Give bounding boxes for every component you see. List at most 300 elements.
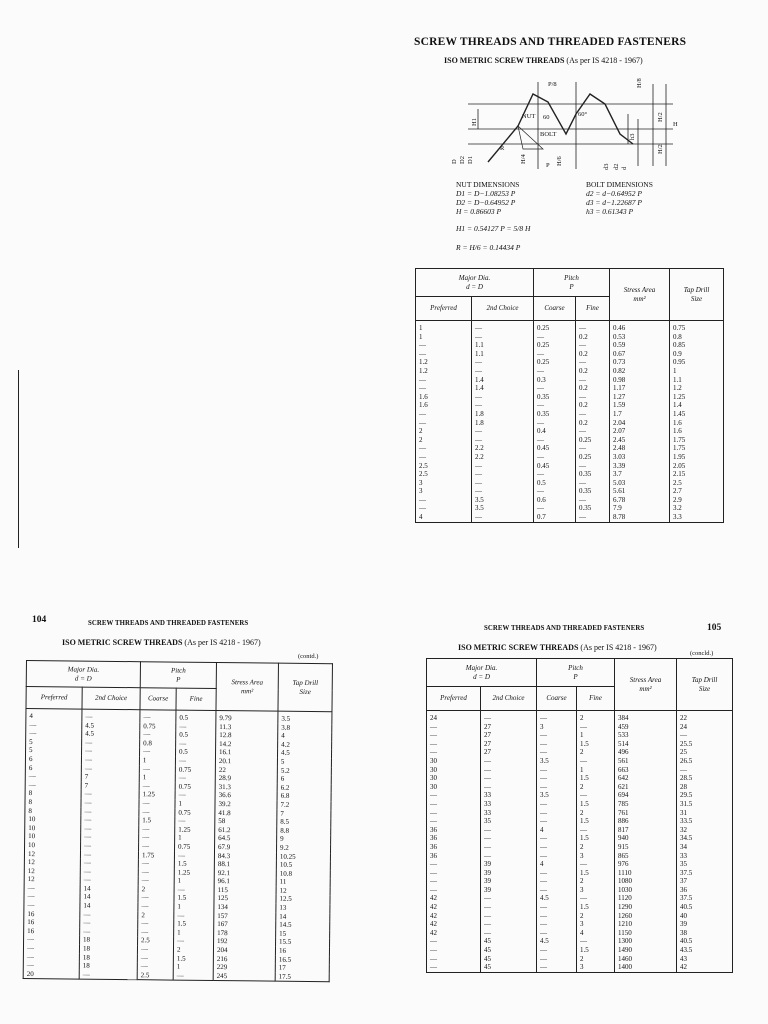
table-row [416, 401, 724, 410]
page-number: 105 [707, 623, 722, 633]
fine-pitch-cell: 1.5 [173, 954, 213, 963]
stress-area-header [615, 659, 677, 711]
tap-drill-cell: 40 [677, 912, 733, 921]
preferred-cell: 10 [25, 824, 81, 833]
table-row [427, 886, 733, 895]
second-choice-cell: 45 [481, 937, 537, 946]
section-subtitle [62, 638, 261, 647]
tap-drill-cell: 22 [677, 711, 733, 723]
stress-area-cell: 3.7 [610, 470, 670, 479]
coarse-pitch-cell: 3.5 [537, 791, 577, 800]
table-row [427, 929, 733, 938]
fine-pitch-cell: 3 [577, 886, 615, 895]
stress-area-cell: 12.8 [216, 731, 278, 740]
preferred-cell: — [416, 444, 472, 453]
preferred-cell: 1.6 [416, 393, 472, 402]
coarse-pitch-cell: — [537, 748, 577, 757]
stress-area-cell: 0.82 [610, 367, 670, 376]
second-choice-cell: 39 [481, 886, 537, 895]
fine-header: Fine [576, 297, 610, 321]
preferred-cell: — [25, 781, 81, 790]
table-row [427, 783, 733, 792]
coarse-pitch-cell: — [140, 730, 176, 739]
stress-area-cell: 3.03 [610, 453, 670, 462]
second-choice-cell: — [481, 783, 537, 792]
fine-pitch-cell: 3 [577, 920, 615, 929]
coarse-pitch-cell: — [534, 487, 576, 496]
tap-drill-cell: 5.2 [277, 766, 331, 775]
tap-drill-cell: 43 [677, 955, 733, 964]
second-choice-cell: — [472, 393, 534, 402]
tap-drill-cell: 1.6 [670, 419, 724, 428]
second-choice-cell: 14 [80, 893, 138, 902]
tap-drill-cell: 1.25 [670, 393, 724, 402]
second-choice-cell: — [481, 903, 537, 912]
fine-pitch-cell: — [174, 851, 214, 860]
preferred-cell: 8 [25, 798, 81, 807]
second-choice-cell: — [472, 470, 534, 479]
label-bolt: BOLT [540, 131, 557, 138]
tap-drill-cell: 3.8 [278, 723, 332, 732]
coarse-pitch-cell: 0.25 [534, 341, 576, 350]
second-choice-cell: — [80, 919, 138, 928]
preferred-cell: — [416, 376, 472, 385]
stress-area-cell: 96.1 [214, 877, 276, 886]
coarse-pitch-cell: — [534, 401, 576, 410]
preferred-header: Preferred [26, 687, 82, 710]
second-choice-cell: 45 [481, 955, 537, 964]
stress-area-cell: 0.98 [610, 376, 670, 385]
preferred-cell: — [26, 721, 82, 730]
preferred-cell: — [427, 963, 481, 972]
coarse-pitch-cell: 2.5 [138, 937, 174, 946]
tap-drill-cell: 12.5 [276, 895, 330, 904]
tap-drill-cell: 32 [677, 826, 733, 835]
table-body [416, 321, 724, 523]
fine-pitch-cell: 0.35 [576, 504, 610, 513]
second-choice-cell: 39 [481, 877, 537, 886]
fine-pitch-cell: — [576, 341, 610, 350]
tap-drill-cell: — [677, 766, 733, 775]
tap-drill-cell: 37.5 [677, 869, 733, 878]
tap-drill-cell: 16.5 [275, 955, 329, 964]
fine-pitch-cell: — [174, 937, 214, 946]
second-choice-cell: — [82, 747, 140, 756]
table-row [427, 834, 733, 843]
tap-drill-cell: 24 [677, 723, 733, 732]
tap-drill-cell: 42 [677, 963, 733, 972]
coarse-pitch-cell: 4.5 [537, 937, 577, 946]
coarse-pitch-cell: — [537, 920, 577, 929]
coarse-pitch-cell: 1.5 [139, 816, 175, 825]
fine-pitch-cell: 2 [173, 946, 213, 955]
second-choice-cell: 27 [481, 740, 537, 749]
fine-pitch-cell: — [576, 358, 610, 367]
stress-area-cell: 245 [213, 972, 275, 982]
coarse-pitch-cell: — [537, 912, 577, 921]
stress-area-cell: 621 [615, 783, 677, 792]
coarse-pitch-cell: — [139, 808, 175, 817]
fine-pitch-cell: 2 [577, 711, 615, 723]
tap-drill-cell: 9 [277, 835, 331, 844]
preferred-cell: — [427, 877, 481, 886]
fine-pitch-cell: — [577, 723, 615, 732]
second-choice-cell: 14 [80, 902, 138, 911]
coarse-pitch-cell: — [537, 843, 577, 852]
preferred-cell: 1.2 [416, 358, 472, 367]
preferred-cell: 2 [416, 427, 472, 436]
tap-drill-cell: 1.75 [670, 436, 724, 445]
coarse-pitch-cell: 0.75 [140, 722, 176, 731]
tap-drill-cell: 2.05 [670, 462, 724, 471]
second-choice-cell: — [81, 807, 139, 816]
tap-drill-cell: 6 [277, 775, 331, 784]
coarse-pitch-cell: — [534, 504, 576, 513]
preferred-cell: 10 [25, 832, 81, 841]
coarse-pitch-cell: 2 [138, 911, 174, 920]
stress-area-cell: 125 [214, 894, 276, 903]
fine-pitch-cell: — [176, 739, 216, 748]
tap-drill-cell: 7.2 [277, 801, 331, 810]
page-title: SCREW THREADS AND THREADED FASTENERS [414, 36, 687, 48]
fine-pitch-cell: 2 [577, 809, 615, 818]
preferred-cell: — [24, 884, 80, 893]
stress-area-cell: 1.59 [610, 401, 670, 410]
tap-drill-cell: 1.6 [670, 427, 724, 436]
second-choice-cell: 27 [481, 731, 537, 740]
table-row [427, 731, 733, 740]
table-row [427, 894, 733, 903]
second-choice-cell: — [481, 894, 537, 903]
fine-pitch-cell: — [577, 860, 615, 869]
stress-area-cell: 88.1 [214, 860, 276, 869]
second-choice-cell: 45 [481, 963, 537, 972]
label-h4: H/4 [520, 154, 527, 164]
stress-area-cell: 7.9 [610, 504, 670, 513]
second-choice-cell: — [481, 834, 537, 843]
table-row [416, 393, 724, 402]
coarse-pitch-cell: — [534, 350, 576, 359]
tap-drill-cell: 0.8 [670, 333, 724, 342]
table-row [427, 826, 733, 835]
table-row [427, 903, 733, 912]
table-row [427, 809, 733, 818]
stress-area-cell: 1120 [615, 894, 677, 903]
coarse-pitch-cell: — [534, 419, 576, 428]
coarse-pitch-cell: 2.5 [137, 971, 173, 980]
tap-drill-cell: 14.5 [276, 921, 330, 930]
preferred-cell: 36 [427, 852, 481, 861]
coarse-pitch-cell: 0.6 [534, 496, 576, 505]
fine-pitch-cell: 0.75 [175, 765, 215, 774]
bolt-dimensions [586, 180, 653, 216]
coarse-pitch-cell: — [139, 834, 175, 843]
coarse-pitch-cell: — [138, 902, 174, 911]
tap-text: Tap Drill [683, 285, 710, 294]
coarse-pitch-cell: — [537, 929, 577, 938]
fine-pitch-cell: — [576, 496, 610, 505]
coarse-pitch-cell: — [138, 859, 174, 868]
preferred-cell: — [427, 740, 481, 749]
coarse-pitch-cell: 0.25 [534, 358, 576, 367]
coarse-pitch-cell: — [537, 852, 577, 861]
fine-pitch-cell: 0.25 [576, 453, 610, 462]
coarse-pitch-cell: — [138, 928, 174, 937]
preferred-cell: 42 [427, 929, 481, 938]
thread-table [415, 268, 724, 523]
preferred-cell: 8 [25, 807, 81, 816]
pitch-text: Pitch [170, 666, 186, 675]
stress-sub: mm² [241, 686, 254, 695]
coarse-pitch-cell: — [537, 740, 577, 749]
fine-pitch-cell: — [576, 376, 610, 385]
label-bd: d [621, 166, 628, 170]
second-choice-cell: 1.1 [472, 341, 534, 350]
tap-drill-cell: 31.5 [677, 800, 733, 809]
coarse-pitch-cell: — [140, 710, 176, 722]
stress-area-cell: 886 [615, 817, 677, 826]
stress-area-cell: 178 [214, 929, 276, 938]
fine-pitch-cell: 0.5 [176, 710, 216, 723]
tap-drill-cell: 38 [677, 929, 733, 938]
second-choice-cell: — [81, 790, 139, 799]
second-choice-cell: — [472, 333, 534, 342]
fine-pitch-cell: 1 [577, 766, 615, 775]
table-row [427, 748, 733, 757]
second-choice-cell: — [481, 774, 537, 783]
coarse-pitch-cell: — [537, 774, 577, 783]
preferred-cell: 4 [416, 513, 472, 522]
second-choice-cell: 39 [481, 869, 537, 878]
table-row [416, 376, 724, 385]
stress-area-cell: 229 [213, 963, 275, 972]
tap-drill-cell: 1.75 [670, 444, 724, 453]
table-row [427, 955, 733, 964]
stress-area-cell: 157 [214, 912, 276, 921]
coarse-pitch-cell: 0.45 [534, 444, 576, 453]
bolt-line: d3 = d−1.22687 P [586, 198, 642, 207]
tap-drill-cell: — [677, 731, 733, 740]
table-row [416, 436, 724, 445]
preferred-cell: — [416, 504, 472, 513]
preferred-cell: — [427, 748, 481, 757]
tap-drill-cell: 35 [677, 860, 733, 869]
coarse-pitch-cell: — [139, 765, 175, 774]
second-choice-cell: — [80, 910, 138, 919]
table-row [416, 496, 724, 505]
subtitle-text: ISO METRIC SCREW THREADS [458, 643, 579, 652]
coarse-pitch-cell: — [537, 869, 577, 878]
second-choice-cell: — [80, 859, 138, 868]
fine-pitch-cell: — [174, 911, 214, 920]
table-row [416, 384, 724, 393]
label-60b: 60° [578, 111, 588, 118]
stress-area-cell: 785 [615, 800, 677, 809]
scan-artifact-line [18, 370, 19, 548]
table-row [416, 358, 724, 367]
stress-area-cell: 2.07 [610, 427, 670, 436]
second-choice-cell: — [80, 850, 138, 859]
preferred-cell: — [427, 809, 481, 818]
preferred-cell: 36 [427, 826, 481, 835]
second-choice-cell: — [80, 867, 138, 876]
fine-pitch-cell: 1 [577, 731, 615, 740]
preferred-cell: 30 [427, 783, 481, 792]
second-choice-cell: 4.5 [82, 721, 140, 730]
stress-area-header [216, 662, 278, 711]
second-choice-cell: — [481, 912, 537, 921]
tap-drill-cell: 8.8 [277, 826, 331, 835]
coarse-header: Coarse [534, 297, 576, 321]
second-choice-cell: — [481, 757, 537, 766]
coarse-pitch-cell: 1 [139, 773, 175, 782]
tap-drill-cell: 28.5 [677, 774, 733, 783]
fine-pitch-cell: — [577, 757, 615, 766]
second-choice-cell: — [472, 401, 534, 410]
preferred-cell: 42 [427, 894, 481, 903]
second-choice-cell: 27 [481, 723, 537, 732]
stress-area-cell: 20.1 [215, 757, 277, 766]
tap-drill-cell: 33.5 [677, 817, 733, 826]
tap-drill-cell: 29.5 [677, 791, 733, 800]
table-row [427, 740, 733, 749]
coarse-pitch-cell: 0.35 [534, 393, 576, 402]
second-choice-cell: 27 [481, 748, 537, 757]
second-choice-cell: — [481, 826, 537, 835]
fine-pitch-cell: 1.5 [174, 894, 214, 903]
second-choice-cell: — [472, 513, 534, 522]
coarse-pitch-cell: 3 [537, 723, 577, 732]
preferred-cell: — [427, 860, 481, 869]
table-row [427, 912, 733, 921]
table-row [427, 920, 733, 929]
label-h2: H/2 [657, 112, 664, 122]
table-row [427, 791, 733, 800]
table-row [416, 419, 724, 428]
major-dia-sub: d = D [473, 672, 490, 681]
stress-area-header [610, 269, 670, 321]
preferred-cell: — [416, 453, 472, 462]
coarse-pitch-cell: — [537, 800, 577, 809]
coarse-pitch-cell: — [537, 963, 577, 972]
stress-area-cell: 663 [615, 766, 677, 775]
tap-drill-cell: 1.4 [670, 401, 724, 410]
stress-area-cell: 61.2 [215, 826, 277, 835]
tap-drill-cell: 31 [677, 809, 733, 818]
preferred-cell: — [427, 791, 481, 800]
second-choice-cell: — [81, 764, 139, 773]
second-choice-cell: — [472, 462, 534, 471]
fine-pitch-cell: — [577, 791, 615, 800]
stress-area-cell: 84.3 [214, 851, 276, 860]
coarse-pitch-cell: — [537, 886, 577, 895]
label-h1: H1 [471, 118, 478, 126]
coarse-pitch-cell: — [138, 919, 174, 928]
tap-drill-cell: 3.3 [670, 513, 724, 522]
preferred-cell: — [416, 419, 472, 428]
table-row [416, 453, 724, 462]
fine-pitch-cell: 1.25 [174, 868, 214, 877]
coarse-pitch-cell: — [138, 894, 174, 903]
second-choice-cell: 2.2 [472, 444, 534, 453]
stress-area-cell: 1030 [615, 886, 677, 895]
fine-pitch-cell: — [577, 894, 615, 903]
stress-area-cell: 192 [214, 937, 276, 946]
tap-drill-cell: 10.5 [276, 861, 330, 870]
tap-drill-cell: 26.5 [677, 757, 733, 766]
preferred-cell: 1.6 [416, 401, 472, 410]
second-choice-cell: 39 [481, 860, 537, 869]
stress-area-cell: 1460 [615, 955, 677, 964]
tap-drill-cell: 2.7 [670, 487, 724, 496]
tap-drill-cell: 6.2 [277, 783, 331, 792]
fine-pitch-cell: — [576, 462, 610, 471]
second-choice-cell: — [82, 738, 140, 747]
preferred-cell: — [24, 935, 80, 944]
stress-area-cell: 533 [615, 731, 677, 740]
tap-drill-cell: 39 [677, 920, 733, 929]
preferred-cell: 6 [25, 755, 81, 764]
tap-sub: Size [690, 294, 703, 303]
preferred-cell: 3 [416, 487, 472, 496]
page-105 [384, 600, 768, 1024]
preferred-cell: 12 [24, 858, 80, 867]
second-choice-cell: — [472, 367, 534, 376]
stress-area-cell: 28.9 [215, 774, 277, 783]
stress-sub: mm² [639, 684, 652, 693]
preferred-cell: 10 [25, 841, 81, 850]
second-choice-cell: — [472, 479, 534, 488]
table-row [427, 723, 733, 732]
label-h: H [673, 121, 678, 128]
fine-pitch-cell: 1.5 [577, 740, 615, 749]
coarse-pitch-cell: — [139, 799, 175, 808]
fine-pitch-cell: 3 [577, 963, 615, 972]
preferred-cell: — [427, 937, 481, 946]
r-formula: R = H/6 = 0.14434 P [456, 243, 521, 252]
preferred-cell: — [427, 886, 481, 895]
coarse-pitch-cell: — [137, 962, 173, 971]
preferred-header: Preferred [427, 687, 481, 711]
stress-area-cell: 1150 [615, 929, 677, 938]
table-row [416, 513, 724, 522]
fine-pitch-cell: 0.5 [175, 748, 215, 757]
table-row [427, 852, 733, 861]
preferred-cell: 36 [427, 834, 481, 843]
fine-pitch-cell: 0.25 [576, 436, 610, 445]
label-d1: D1 [467, 156, 474, 164]
fine-pitch-cell: — [175, 757, 215, 766]
fine-pitch-cell: 0.75 [175, 782, 215, 791]
second-choice-cell: 1.4 [472, 376, 534, 385]
fine-pitch-cell: 1.5 [577, 903, 615, 912]
coarse-pitch-cell: 0.4 [534, 427, 576, 436]
second-choice-cell: — [472, 358, 534, 367]
stress-area-cell: 496 [615, 748, 677, 757]
fine-pitch-cell: 2 [577, 955, 615, 964]
stress-area-cell: 915 [615, 843, 677, 852]
second-choice-cell: — [81, 833, 139, 842]
coarse-pitch-cell: 0.7 [534, 513, 576, 522]
fine-pitch-cell: — [577, 937, 615, 946]
second-choice-cell: — [81, 816, 139, 825]
stress-area-cell: 0.67 [610, 350, 670, 359]
preferred-cell: — [416, 341, 472, 350]
second-choice-cell: 33 [481, 800, 537, 809]
pitch-header [140, 662, 216, 689]
preferred-cell: — [416, 496, 472, 505]
tap-drill-cell: 5 [277, 758, 331, 767]
